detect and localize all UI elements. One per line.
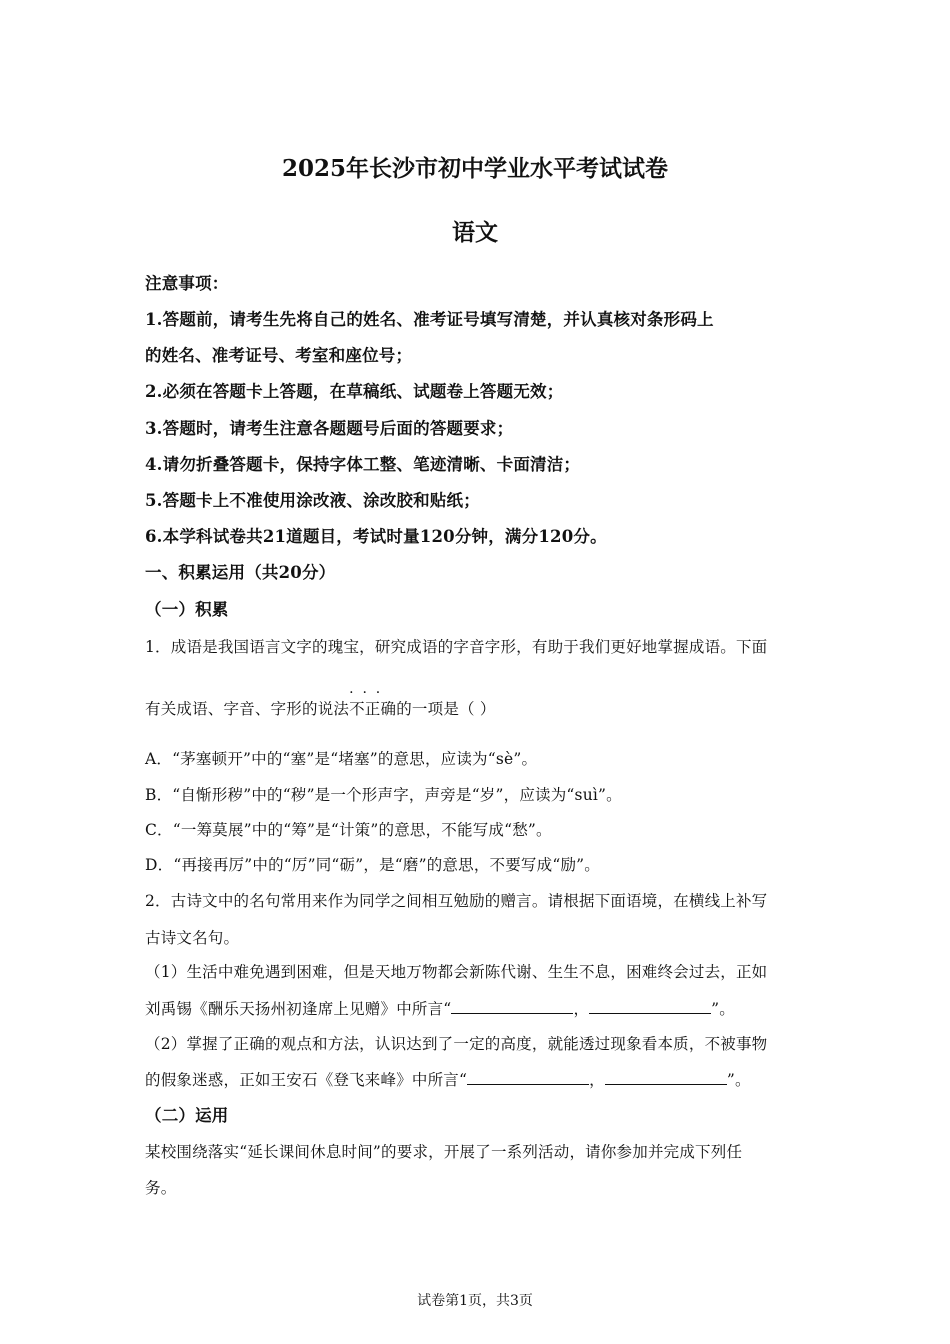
- q2-part-2-prompt: 的假象迷惑，正如王安石《登飞来峰》中所言“: [145, 1071, 468, 1089]
- q1-option-d: D．“再接再厉”中的“厉”同“砺”，是“磨”的意思，不要写成“励”。: [145, 856, 600, 874]
- q2-part-1-blank-2[interactable]: [589, 999, 711, 1014]
- section-heading: 一、积累运用（共20分）: [145, 563, 336, 582]
- q1-stem-line-1: 1．成语是我国语言文字的瑰宝，研究成语的字音字形，有助于我们更好地掌握成语。下面: [145, 638, 768, 656]
- notice-item-5: 5.答题卡上不准使用涂改液、涂改胶和贴纸；: [145, 491, 480, 510]
- notice-item-6: 6.本学科试卷共21道题目，考试时量120分钟，满分120分。: [145, 527, 607, 546]
- page-footer: 试卷第1页，共3页: [417, 1293, 533, 1309]
- subject-title: 语文: [452, 219, 498, 246]
- exam-title: 2025年长沙市初中学业水平考试试卷: [281, 155, 668, 182]
- q2-part-1-end: ”。: [711, 1000, 735, 1018]
- q1-option-c: C．“一筹莫展”中的“筹”是“计策”的意思，不能写成“愁”。: [145, 821, 552, 839]
- q2-part-1-separator: ，: [573, 1000, 590, 1018]
- q2-part-2-line-2: [145, 1070, 751, 1090]
- q1-answer-bracket: 的一项是（ ）: [396, 700, 496, 718]
- q2-part-1-line-1: （1）生活中难免遇到困难，但是天地万物都会新陈代谢、生生不息，困难终会过去，正如: [145, 963, 768, 981]
- notice-item-3: 3.答题时，请考生注意各题题号后面的答题要求；: [145, 419, 514, 438]
- notice-heading: 注意事项：: [145, 274, 229, 293]
- notice-item-4: 4.请勿折叠答题卡，保持字体工整、笔迹清晰、卡面清洁；: [145, 455, 581, 474]
- q2-stem-line-2: 古诗文名句。: [145, 929, 240, 947]
- q2-stem-line-1: 2．古诗文中的名句常用来作为同学之间相互勉励的赠言。请根据下面语境，在横线上补写: [145, 892, 768, 910]
- subsection-usage: （二）运用: [145, 1106, 229, 1125]
- usage-intro-line-1: 某校围绕落实“延长课间休息时间”的要求，开展了一系列活动，请你参加并完成下列任: [145, 1143, 743, 1161]
- subsection-accumulation: （一）积累: [145, 600, 229, 619]
- q2-part-2-end: ”。: [726, 1071, 751, 1089]
- q2-part-1-prompt: 刘禹锡《酬乐天扬州初逢席上见赠》中所言“: [145, 1000, 452, 1018]
- q2-part-2-line-1: （2）掌握了正确的观点和方法，认识达到了一定的高度，就能透过现象看本质，不被事物: [145, 1035, 768, 1053]
- usage-intro-line-2: 务。: [145, 1179, 177, 1197]
- q2-part-2-separator: ，: [589, 1071, 605, 1089]
- q1-stem-line-2: [145, 699, 496, 719]
- q1-emphasis-text: · · · 不正确: [349, 700, 396, 718]
- notice-item-1-line-1: 1.答题前，请考生先将自己的姓名、准考证号填写清楚，并认真核对条形码上: [145, 310, 714, 329]
- q2-part-1-blank-1[interactable]: [451, 999, 573, 1014]
- q2-part-2-blank-2[interactable]: [605, 1070, 727, 1085]
- q1-stem-text: 有关成语、字音、字形的说法: [145, 700, 350, 718]
- notice-item-2: 2.必须在答题卡上答题，在草稿纸、试题卷上答题无效；: [145, 382, 564, 401]
- q1-option-b: B．“自惭形秽”中的“秽”是一个形声字，声旁是“岁”，应读为“suì”。: [145, 786, 622, 804]
- notice-item-1-line-2: 的姓名、准考证号、考室和座位号；: [145, 346, 413, 365]
- q1-option-a: A．“茅塞顿开”中的“塞”是“堵塞”的意思，应读为“sè”。: [145, 750, 538, 768]
- q2-part-2-blank-1[interactable]: [467, 1070, 589, 1085]
- q2-part-1-line-2: [145, 999, 735, 1019]
